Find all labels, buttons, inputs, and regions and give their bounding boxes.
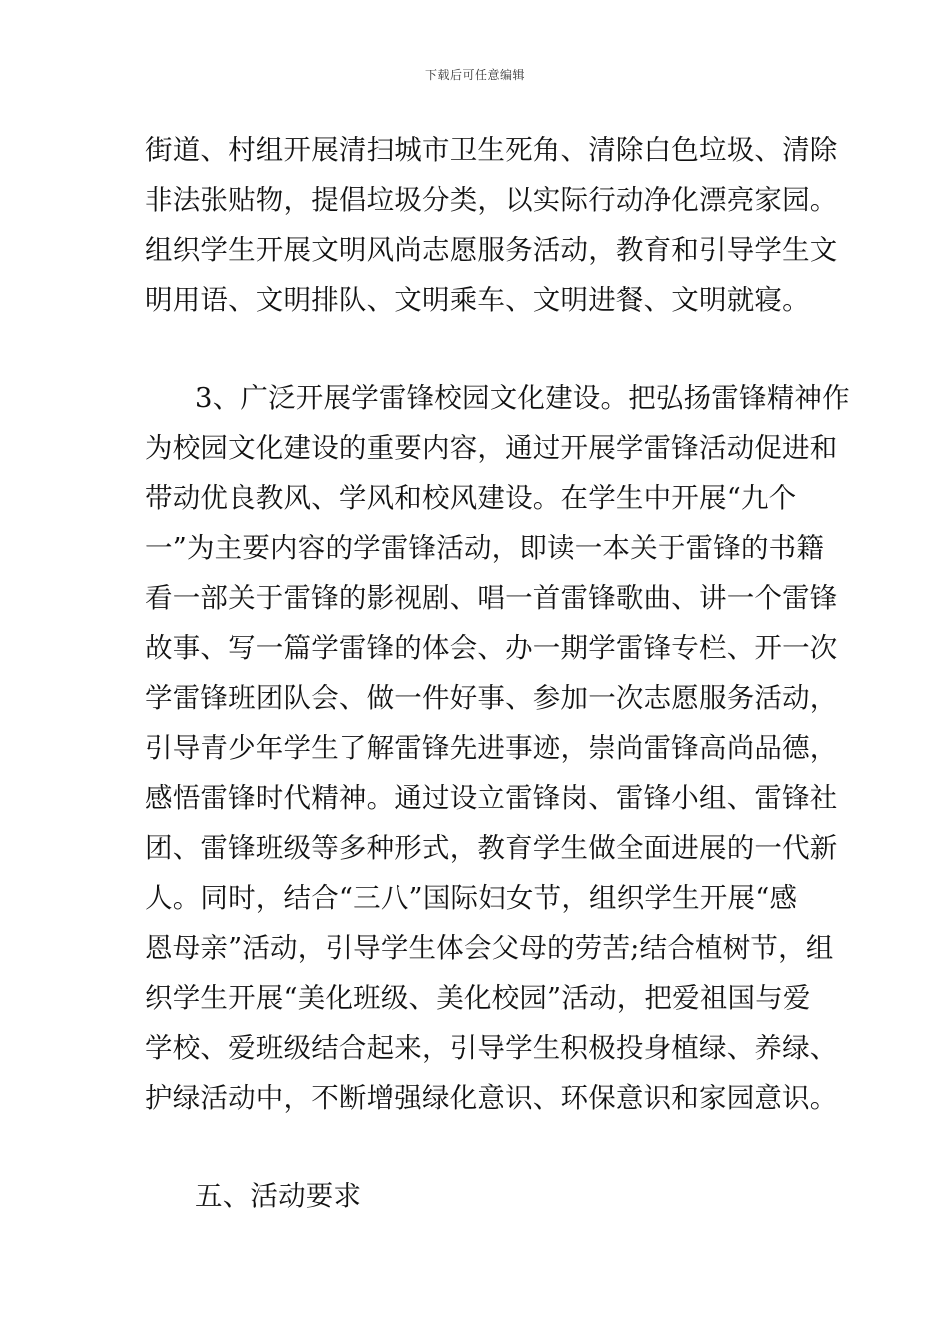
paragraph-line: 学雷锋班团队会、做一件好事、参加一次志愿服务活动，	[145, 682, 838, 714]
paragraph-line: 为校园文化建设的重要内容，通过开展学雷锋活动促进和	[145, 432, 838, 464]
paragraph-line: 一”为主要内容的学雷锋活动，即读一本关于雷锋的书籍	[145, 532, 825, 564]
paragraph-line: 故事、写一篇学雷锋的体会、办一期学雷锋专栏、开一次	[145, 632, 838, 664]
paragraph-line: 明用语、文明排队、文明乘车、文明进餐、文明就寝。	[145, 284, 810, 316]
paragraph-line: 人。同时，结合“三八”国际妇女节，组织学生开展“感	[145, 882, 798, 914]
paragraph-line: 带动优良教风、学风和校风建设。在学生中开展“九个	[145, 482, 797, 514]
section-heading: 五、活动要求	[195, 1180, 362, 1212]
paragraph-line: 3、广泛开展学雷锋校园文化建设。把弘扬雷锋精神作	[195, 382, 850, 414]
paragraph-line: 织学生开展“美化班级、美化校园”活动，把爱祖国与爱	[145, 982, 811, 1014]
paragraph-line: 引导青少年学生了解雷锋先进事迹，崇尚雷锋高尚品德，	[145, 732, 838, 764]
paragraph-line: 感悟雷锋时代精神。通过设立雷锋岗、雷锋小组、雷锋社	[145, 782, 838, 814]
paragraph-line: 学校、爱班级结合起来，引导学生积极投身植绿、养绿、	[145, 1032, 838, 1064]
paragraph-line: 护绿活动中，不断增强绿化意识、环保意识和家园意识。	[145, 1082, 838, 1114]
paragraph-line: 团、雷锋班级等多种形式，教育学生做全面进展的一代新	[145, 832, 838, 864]
paragraph-line: 看一部关于雷锋的影视剧、唱一首雷锋歌曲、讲一个雷锋	[145, 582, 838, 614]
paragraph-line: 街道、村组开展清扫城市卫生死角、清除白色垃圾、清除	[145, 134, 838, 166]
paragraph-line: 恩母亲”活动，引导学生体会父母的劳苦;结合植树节，组	[145, 932, 834, 964]
paragraph-line: 非法张贴物，提倡垃圾分类，以实际行动净化漂亮家园。	[145, 184, 838, 216]
page-header: 下载后可任意编辑	[424, 68, 525, 82]
paragraph-line: 组织学生开展文明风尚志愿服务活动，教育和引导学生文	[145, 234, 838, 266]
